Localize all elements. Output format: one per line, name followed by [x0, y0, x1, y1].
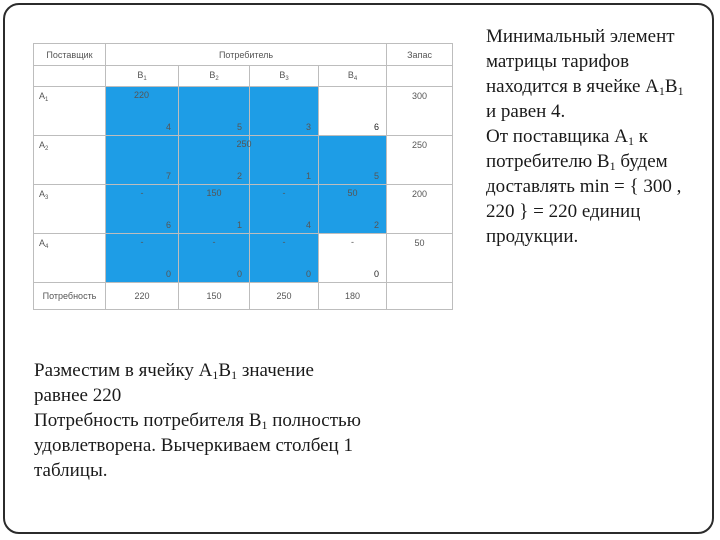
consumer-b1: $B_1$ [106, 66, 179, 86]
stock-a4: 50 [387, 234, 453, 283]
table-cell: 6 [319, 86, 387, 135]
consumer-b3: $B_3$ [250, 66, 319, 86]
table-cell: - 0 [179, 234, 250, 283]
header-supplier: Поставщик [34, 44, 106, 66]
demand-label: Потребность [34, 283, 106, 310]
demand-b4: 180 [319, 283, 387, 310]
demand-b2: 150 [179, 283, 250, 310]
table-cell: 5 [179, 86, 250, 135]
table-cell: 2 [179, 135, 250, 184]
demand-b1: 220 [106, 283, 179, 310]
table-cell: - 0 [250, 234, 319, 283]
supplier-a1: $A_1$ [34, 86, 106, 135]
stock-a3: 200 [387, 184, 453, 233]
table-cell: - 4 [250, 184, 319, 233]
supplier-a4: $A_4$ [34, 234, 106, 283]
explanation-text [486, 24, 696, 249]
table-cell: - 0 [319, 234, 387, 283]
transport-table [33, 43, 452, 310]
table-cell: 3 [250, 86, 319, 135]
header-stock: Запас [387, 44, 453, 66]
table-cell: 150 1 [179, 184, 250, 233]
table-cell: 7 [106, 135, 179, 184]
explanation-paragraph-1: Минимальный элемент матрицы тарифов находится в ячейке $A_1B_1$ и равен 4. [486, 26, 684, 122]
supplier-a2: $A_2$ [34, 135, 106, 184]
stock-a1: 300 [387, 86, 453, 135]
table-cell: - 0 [106, 234, 179, 283]
explanation-paragraph-2: От поставщика $A_1$ к потребителю $B_1$ будем доставлять min = { 300 , 220 } = 220 единиц продукции. [486, 126, 682, 247]
supplier-a3: $A_3$ [34, 184, 106, 233]
header-consumer: Потребитель [106, 44, 387, 66]
table-cell: 220 4 [106, 86, 179, 135]
stock-a2: 250 [387, 135, 453, 184]
table-cell: 50 2 [319, 184, 387, 233]
demand-b3: 250 [250, 283, 319, 310]
table-cell: - 6 [106, 184, 179, 233]
consumer-b4: $B_4$ [319, 66, 387, 86]
consumer-b2: $B_2$ [179, 66, 250, 86]
table-cell: 5 [319, 135, 387, 184]
table-cell: 250 1 [250, 135, 319, 184]
caption-text: Разместим в ячейку $A_1B_1$ значение равнее 220 Потребность потребителя $B_1$ полностью удовлетворена. Вычеркиваем столбец 1 таблицы. [34, 360, 361, 481]
